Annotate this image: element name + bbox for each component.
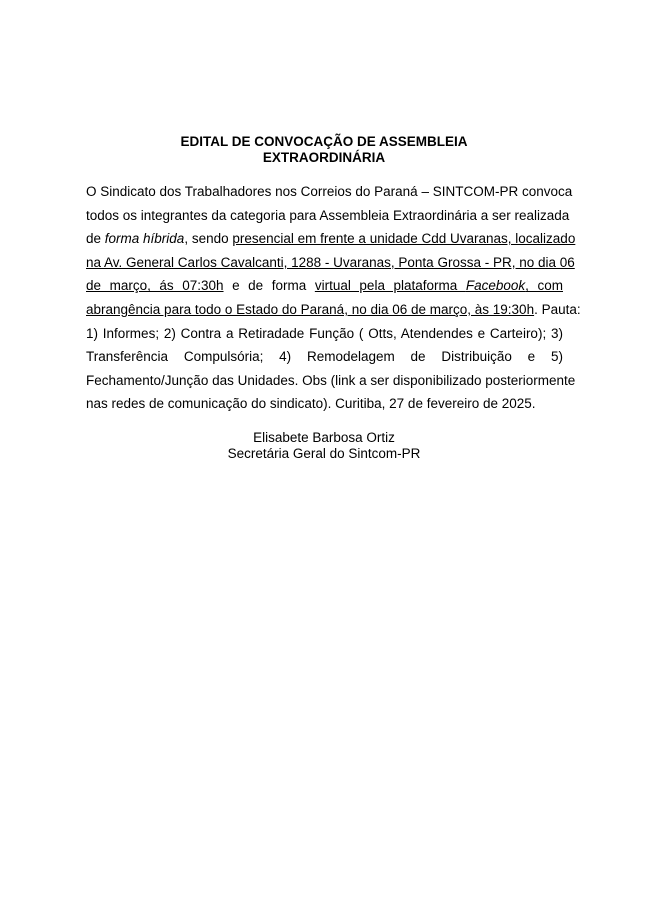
text-run: , sendo <box>184 231 233 247</box>
underlined-text: abrangência para todo o Estado do Paraná, no dia 06 de março, às 19:30h <box>86 301 535 317</box>
body-line-8: Transferência Compulsória; 4) Remodelagem de Distribuição e 5) <box>86 349 563 365</box>
text-run: . Pauta: <box>534 301 581 317</box>
body-line-3 <box>86 227 576 251</box>
body-line-6 <box>86 298 581 322</box>
body-line-2: todos os integrantes da categoria para Assembleia Extraordinária a ser realizada <box>86 207 570 223</box>
underlined-text: presencial em frente a unidade Cdd Uvaranas, localizado <box>232 231 576 247</box>
text-run: e de forma <box>223 278 315 294</box>
body-line-9: Fechamento/Junção das Unidades. Obs (link a ser disponibilizado posteriormente <box>86 372 576 388</box>
body-line-1: O Sindicato dos Trabalhadores nos Correios do Paraná – SINTCOM-PR convoca <box>86 184 573 199</box>
underlined-italic-text: Facebook <box>465 278 526 294</box>
signature-role: Secretária Geral do Sintcom-PR <box>227 446 421 461</box>
underlined-text: virtual pela plataforma <box>314 278 466 294</box>
italic-text: forma híbrida <box>104 231 185 247</box>
document-title-line-1: EDITAL DE CONVOCAÇÃO DE ASSEMBLEIA <box>180 134 468 149</box>
body-line-7: 1) Informes; 2) Contra a Retiradade Função ( Otts, Atendendes e Carteiro); 3) <box>86 325 563 341</box>
body-line-10: nas redes de comunicação do sindicato). Curitiba, 27 de fevereiro de 2025. <box>86 396 536 412</box>
body-line-5 <box>86 274 563 298</box>
signature-name: Elisabete Barbosa Ortiz <box>253 430 395 445</box>
underlined-text: de março, ás 07:30h <box>86 278 224 294</box>
document-title-line-2: EXTRAORDINÁRIA <box>262 150 386 165</box>
document-body <box>86 180 581 416</box>
underlined-text: , com <box>525 278 563 294</box>
text-run: de <box>86 231 105 247</box>
body-line-4: na Av. General Carlos Cavalcanti, 1288 - Uvaranas, Ponta Grossa - PR, no dia 06 <box>86 254 575 270</box>
